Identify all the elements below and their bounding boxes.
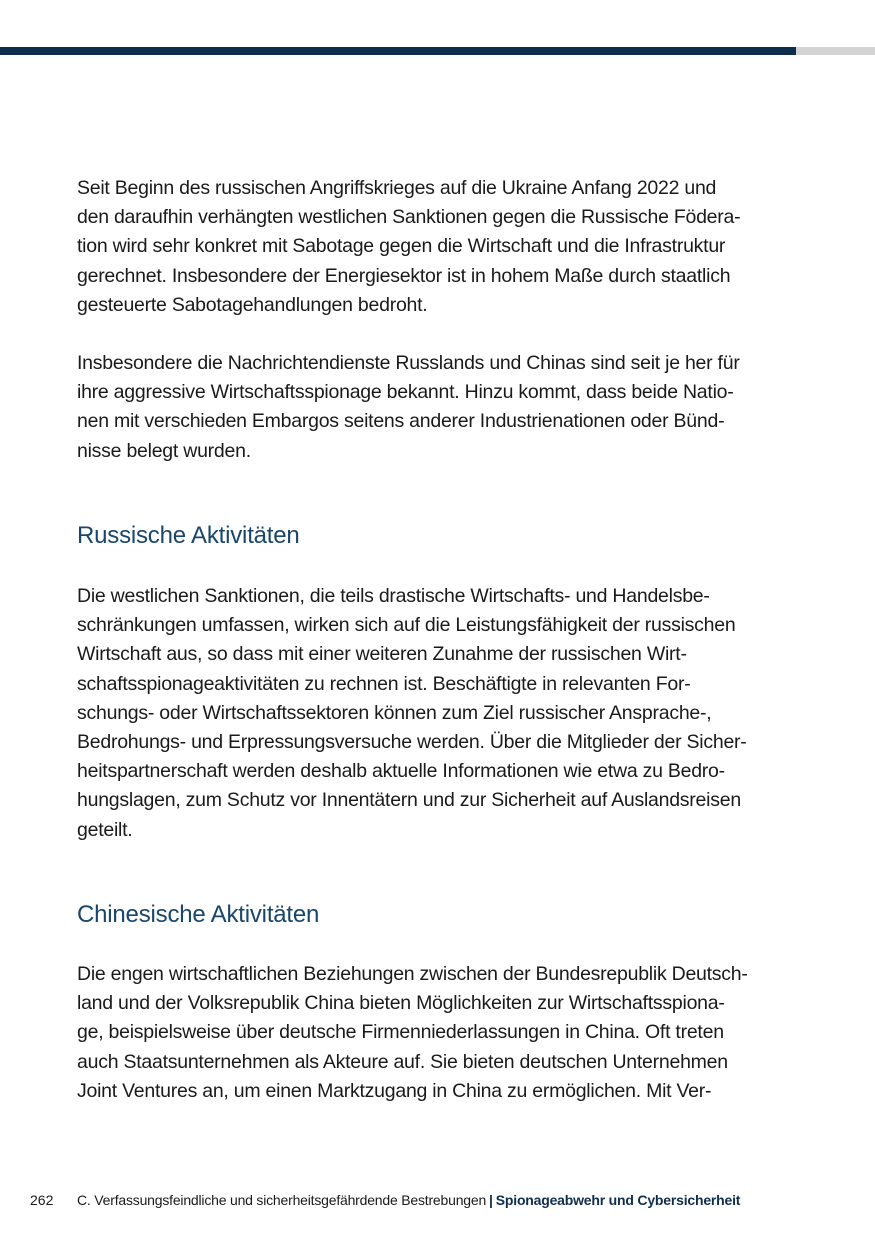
text-line: schränkungen umfassen, wirken sich auf die Leistungsfähigkeit der russischen — [77, 614, 736, 637]
russia-paragraph — [77, 582, 797, 845]
text-line: geteilt. — [77, 818, 133, 841]
text-line: Die westlichen Sanktionen, die teils drastische Wirtschafts- und Handelsbe- — [77, 585, 710, 607]
text-line: ihre aggressive Wirtschaftsspionage bekannt. Hinzu kommt, dass beide Natio- — [77, 381, 734, 404]
footer-chapter: C. Verfassungsfeindliche und sicherheitsgefährdende Bestrebungen — [77, 1192, 487, 1208]
text-line: Insbesondere die Nachrichtendienste Russlands und Chinas sind seit je her für — [77, 352, 740, 374]
intro-paragraph-2 — [77, 349, 797, 466]
text-line: auch Staatsunternehmen als Akteure auf. Sie bieten deutschen Unternehmen — [77, 1050, 728, 1073]
text-line: den daraufhin verhängten westlichen Sanktionen gegen die Russische Födera- — [77, 206, 741, 229]
header-bar-end — [796, 47, 875, 55]
running-footer — [77, 1189, 740, 1211]
section-heading-russia: Russische Aktivitäten — [77, 522, 300, 549]
text-line: land und der Volksrepublik China bieten Möglichkeiten zur Wirtschaftsspiona- — [77, 992, 725, 1015]
section-heading-china: Chinesische Aktivitäten — [77, 901, 320, 928]
text-line: gesteuerte Sabotagehandlungen bedroht. — [77, 293, 428, 316]
text-line: ge, beispielsweise über deutsche Firmenniederlassungen in China. Oft treten — [77, 1021, 724, 1044]
footer-separator: | — [489, 1192, 493, 1208]
text-line: Die engen wirtschaftlichen Beziehungen zwischen der Bundesrepublik Deutsch- — [77, 963, 748, 985]
header-bar — [0, 47, 796, 55]
footer-section: Spionageabwehr und Cybersicherheit — [495, 1192, 741, 1208]
text-line: Wirtschaft aus, so dass mit einer weiteren Zunahme der russischen Wirt- — [77, 643, 687, 666]
text-line: nen mit verschieden Embargos seitens anderer Industrienationen oder Bünd- — [77, 410, 725, 433]
intro-paragraph-1 — [77, 174, 797, 320]
page-footer — [0, 1189, 875, 1211]
china-paragraph — [77, 960, 797, 1106]
text-line: schaftsspionageaktivitäten zu rechnen ist. Beschäftigte in relevanten For- — [77, 672, 691, 695]
text-line: tion wird sehr konkret mit Sabotage gegen die Wirtschaft und die Infrastruktur — [77, 235, 726, 258]
text-line: nisse belegt wurden. — [77, 439, 251, 462]
text-line: heitspartnerschaft werden deshalb aktuelle Informationen wie etwa zu Bedro- — [77, 760, 725, 783]
text-line: schungs- oder Wirtschaftssektoren können zum Ziel russischer Ansprache-, — [77, 701, 712, 724]
text-line: hungslagen, zum Schutz vor Innentätern und zur Sicherheit auf Auslandsreisen — [77, 789, 741, 812]
text-line: gerechnet. Insbesondere der Energiesektor ist in hohem Maße durch staatlich — [77, 264, 731, 287]
page-number: 262 — [30, 1192, 54, 1208]
text-line: Bedrohungs- und Erpressungsversuche werden. Über die Mitglieder der Sicher- — [77, 731, 747, 754]
text-line: Seit Beginn des russischen Angriffskrieges auf die Ukraine Anfang 2022 und — [77, 177, 717, 199]
text-line: Joint Ventures an, um einen Marktzugang in China zu ermöglichen. Mit Ver- — [77, 1079, 712, 1102]
